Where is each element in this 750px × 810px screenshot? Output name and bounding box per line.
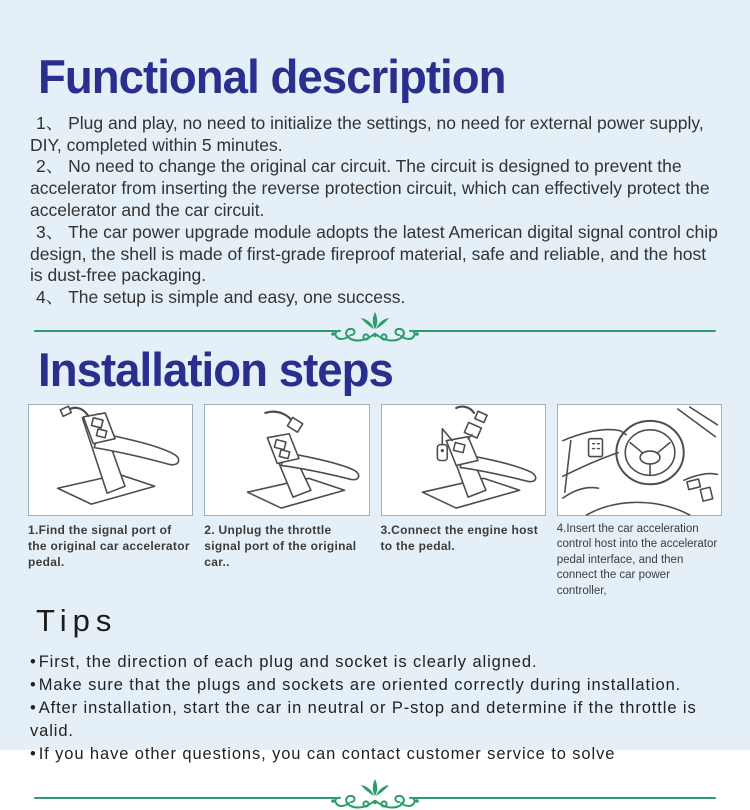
- installation-step-1: [28, 404, 193, 600]
- functional-description-list: [30, 113, 720, 309]
- step-1-caption: 1.Find the signal port of the original car accelerator pedal.: [28, 522, 190, 570]
- functional-item-3: 3、 The car power upgrade module adopts the latest American digital signal control chip design, the shell is made of first-grade fireproof material, safe and reliable, and the host is dust-free packaging.: [30, 221, 718, 286]
- bullet-icon: •: [30, 744, 37, 763]
- tips-item-4: • If you have other questions, you can contact customer service to solve: [30, 744, 616, 763]
- accelerator-pedal-illustration: [29, 405, 192, 515]
- bullet-icon: •: [30, 652, 37, 671]
- installation-steps-title: Installation steps: [38, 342, 393, 396]
- step-4-panel: [557, 404, 722, 516]
- accelerator-pedal-unplugged-illustration: [205, 405, 368, 515]
- functional-item-2: 2、 No need to change the original car circuit. The circuit is designed to prevent the accelerator from inserting the reverse protection circuit, which can effectively protect the accelerator and the car circuit.: [30, 156, 710, 220]
- functional-description-title: Functional description: [38, 50, 506, 103]
- tips-list: [30, 651, 720, 766]
- installation-steps-row: [28, 404, 722, 600]
- bullet-icon: •: [30, 675, 37, 694]
- tips-title: Tips: [36, 603, 118, 639]
- flourish-divider-icon: [0, 309, 750, 343]
- step-1-panel: [28, 404, 193, 516]
- step-2-panel: [204, 404, 369, 516]
- functional-item-4: 4、 The setup is simple and easy, one success.: [36, 287, 406, 308]
- installation-step-3: [381, 404, 546, 600]
- flourish-divider-icon: [0, 776, 750, 810]
- accelerator-pedal-host-illustration: [382, 405, 545, 515]
- car-dashboard-illustration: [558, 405, 721, 515]
- tips-item-2: • Make sure that the plugs and sockets are oriented correctly during installation.: [30, 675, 682, 694]
- tips-item-1: • First, the direction of each plug and socket is clearly aligned.: [30, 652, 538, 671]
- functional-item-1: 1、 Plug and play, no need to initialize the settings, no need for external power supply, DIY, completed within 5 minutes.: [30, 112, 704, 155]
- step-3-panel: [381, 404, 546, 516]
- step-4-caption: 4.Insert the car acceleration control host into the accelerator pedal interface, and then connect the car power controller,: [556, 522, 718, 597]
- installation-step-2: [204, 404, 369, 600]
- bullet-icon: •: [30, 698, 37, 717]
- step-2-caption: 2. Unplug the throttle signal port of the original car..: [204, 522, 357, 570]
- tips-item-3: • After installation, start the car in neutral or P-stop and determine if the throttle is valid.: [30, 698, 697, 740]
- step-3-caption: 3.Connect the engine host to the pedal.: [380, 522, 539, 553]
- installation-step-4: [557, 404, 722, 600]
